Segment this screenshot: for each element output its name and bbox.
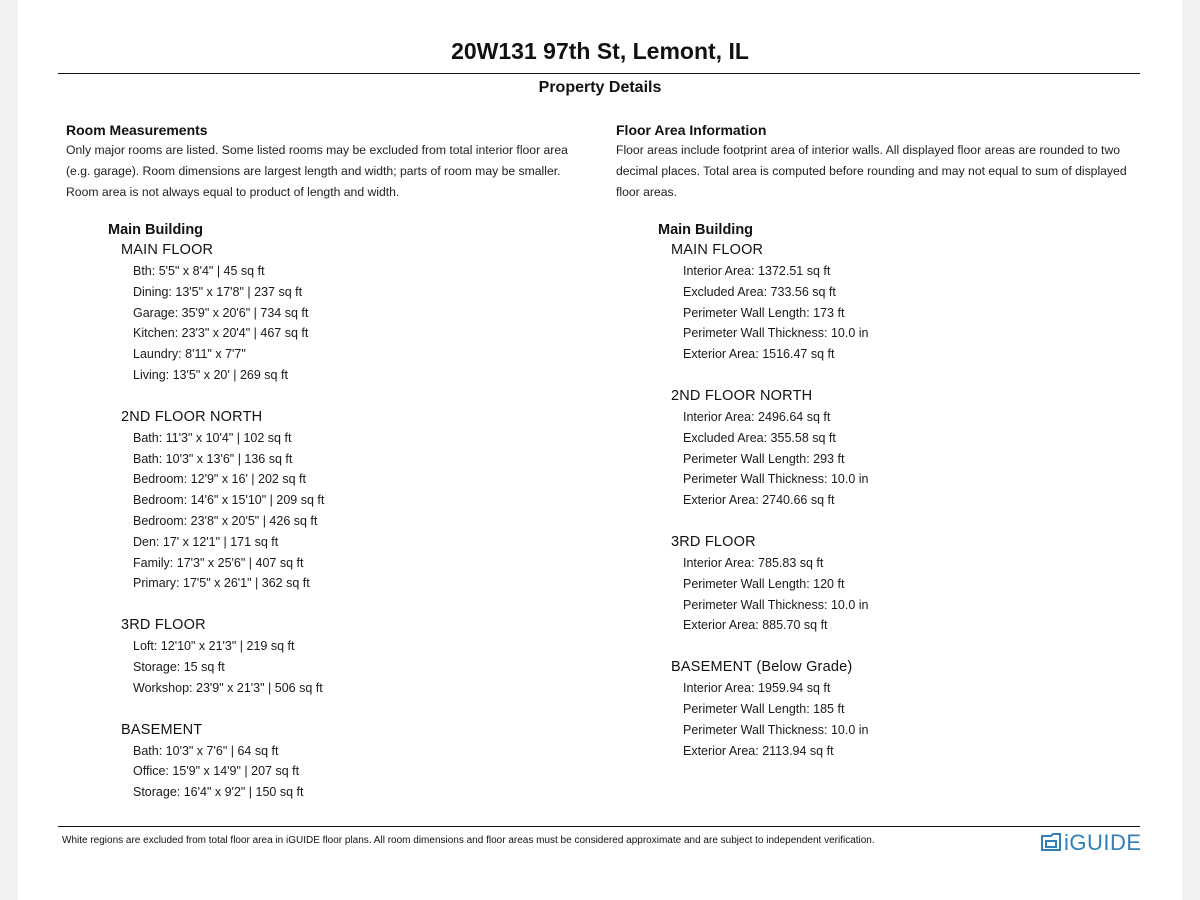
area-floor xyxy=(671,386,1146,511)
floor-area-description-line: floor areas. xyxy=(616,185,677,199)
room-measurements-heading: Room Measurements xyxy=(66,122,208,138)
property-details-page xyxy=(18,0,1182,900)
room-floor xyxy=(121,615,596,698)
room-measurements-building xyxy=(108,220,596,803)
area-item: Perimeter Wall Length: 120 ft xyxy=(683,576,845,591)
area-item: Perimeter Wall Length: 185 ft xyxy=(683,701,845,716)
room-item: Workshop: 23'9" x 21'3" | 506 sq ft xyxy=(133,680,323,695)
area-item: Exterior Area: 2113.94 sq ft xyxy=(683,743,834,758)
room-floor xyxy=(121,407,596,594)
room-item: Office: 15'9" x 14'9" | 207 sq ft xyxy=(133,764,300,779)
area-floors-list xyxy=(658,240,1146,761)
floor-name: BASEMENT xyxy=(121,721,203,738)
room-item: Primary: 17'5" x 26'1" | 362 sq ft xyxy=(133,576,310,591)
area-item: Perimeter Wall Thickness: 10.0 in xyxy=(683,472,869,487)
header-divider xyxy=(58,73,1140,74)
floor-name: MAIN FLOOR xyxy=(121,242,214,258)
area-item: Interior Area: 1372.51 sq ft xyxy=(683,264,831,278)
room-measurements-description-line: Only major rooms are listed. Some listed rooms may be excluded from total interior floor area xyxy=(66,143,568,157)
area-floor xyxy=(671,532,1146,636)
floor-area-description-line: decimal places. Total area is computed before rounding and may not equal to sum of displayed xyxy=(616,164,1127,178)
room-item: Bath: 11'3" x 10'4" | 102 sq ft xyxy=(133,430,292,445)
area-item: Perimeter Wall Thickness: 10.0 in xyxy=(683,597,869,612)
floor-name: 2ND FLOOR NORTH xyxy=(671,387,813,404)
room-item: Living: 13'5" x 20' | 269 sq ft xyxy=(133,367,288,382)
area-item: Interior Area: 1959.94 sq ft xyxy=(683,681,831,696)
room-item: Kitchen: 23'3" x 20'4" | 467 sq ft xyxy=(133,326,309,341)
iguide-logo-icon xyxy=(1040,833,1062,853)
footer-disclaimer: White regions are excluded from total floor area in iGUIDE floor plans. All room dimensions and floor areas must be considered approximate and are subject to independent verification. xyxy=(62,835,875,846)
building-title: Main Building xyxy=(108,222,204,238)
room-item: Storage: 16'4" x 9'2" | 150 sq ft xyxy=(133,785,304,800)
floor-name: 3RD FLOOR xyxy=(671,533,756,550)
room-item: Bedroom: 12'9" x 16' | 202 sq ft xyxy=(133,472,306,487)
floor-area-description-line: Floor areas include footprint area of interior walls. All displayed floor areas are rounded to two xyxy=(616,143,1121,157)
area-floor xyxy=(671,240,1146,365)
room-item: Garage: 35'9" x 20'6" | 734 sq ft xyxy=(133,305,309,320)
floor-area-building xyxy=(658,220,1146,761)
area-item: Excluded Area: 733.56 sq ft xyxy=(683,284,836,299)
page-title: 20W131 97th St, Lemont, IL xyxy=(451,38,749,64)
iguide-logo xyxy=(1040,831,1142,855)
floor-name: 2ND FLOOR NORTH xyxy=(121,408,263,425)
room-item: Bath: 10'3" x 7'6" | 64 sq ft xyxy=(133,743,279,758)
area-item: Exterior Area: 1516.47 sq ft xyxy=(683,347,835,362)
room-item: Bedroom: 14'6" x 15'10" | 209 sq ft xyxy=(133,493,325,508)
room-item: Bath: 10'3" x 13'6" | 136 sq ft xyxy=(133,451,293,466)
area-floor xyxy=(671,657,1146,761)
page-subtitle: Property Details xyxy=(538,79,662,96)
room-floor xyxy=(121,720,596,803)
room-measurements-section xyxy=(66,120,596,824)
floor-name: 3RD FLOOR xyxy=(121,617,206,634)
room-item: Laundry: 8'11" x 7'7" xyxy=(133,347,246,362)
room-item: Storage: 15 sq ft xyxy=(133,659,225,674)
room-item: Bedroom: 23'8" x 20'5" | 426 sq ft xyxy=(133,513,318,528)
floor-name: MAIN FLOOR xyxy=(671,242,764,258)
room-floor xyxy=(121,240,596,386)
area-item: Interior Area: 2496.64 sq ft xyxy=(683,409,831,424)
building-title: Main Building xyxy=(658,222,754,238)
room-item: Den: 17' x 12'1" | 171 sq ft xyxy=(133,534,279,549)
area-item: Perimeter Wall Length: 293 ft xyxy=(683,451,845,466)
area-item: Exterior Area: 885.70 sq ft xyxy=(683,618,828,633)
area-item: Exterior Area: 2740.66 sq ft xyxy=(683,493,835,508)
floor-area-heading: Floor Area Information xyxy=(616,122,767,138)
room-item: Loft: 12'10" x 21'3" | 219 sq ft xyxy=(133,639,295,654)
area-item: Perimeter Wall Length: 173 ft xyxy=(683,305,845,320)
room-item: Dining: 13'5" x 17'8" | 237 sq ft xyxy=(133,284,303,299)
floor-name: BASEMENT (Below Grade) xyxy=(671,659,853,676)
room-item: Family: 17'3" x 25'6" | 407 sq ft xyxy=(133,555,304,570)
area-item: Excluded Area: 355.58 sq ft xyxy=(683,430,836,445)
area-item: Perimeter Wall Thickness: 10.0 in xyxy=(683,722,869,737)
room-item: Bth: 5'5" x 8'4" | 45 sq ft xyxy=(133,264,265,278)
area-item: Perimeter Wall Thickness: 10.0 in xyxy=(683,326,869,341)
area-item: Interior Area: 785.83 sq ft xyxy=(683,555,824,570)
floor-area-section xyxy=(616,120,1146,782)
room-measurements-description-line: (e.g. garage). Room dimensions are largest length and width; parts of room may be smaller. xyxy=(66,164,561,178)
iguide-logo-text: iGUIDE xyxy=(1064,830,1142,855)
room-measurements-description-line: Room area is not always equal to product of length and width. xyxy=(66,185,400,199)
room-floors-list xyxy=(108,240,596,803)
footer-divider xyxy=(58,826,1140,827)
